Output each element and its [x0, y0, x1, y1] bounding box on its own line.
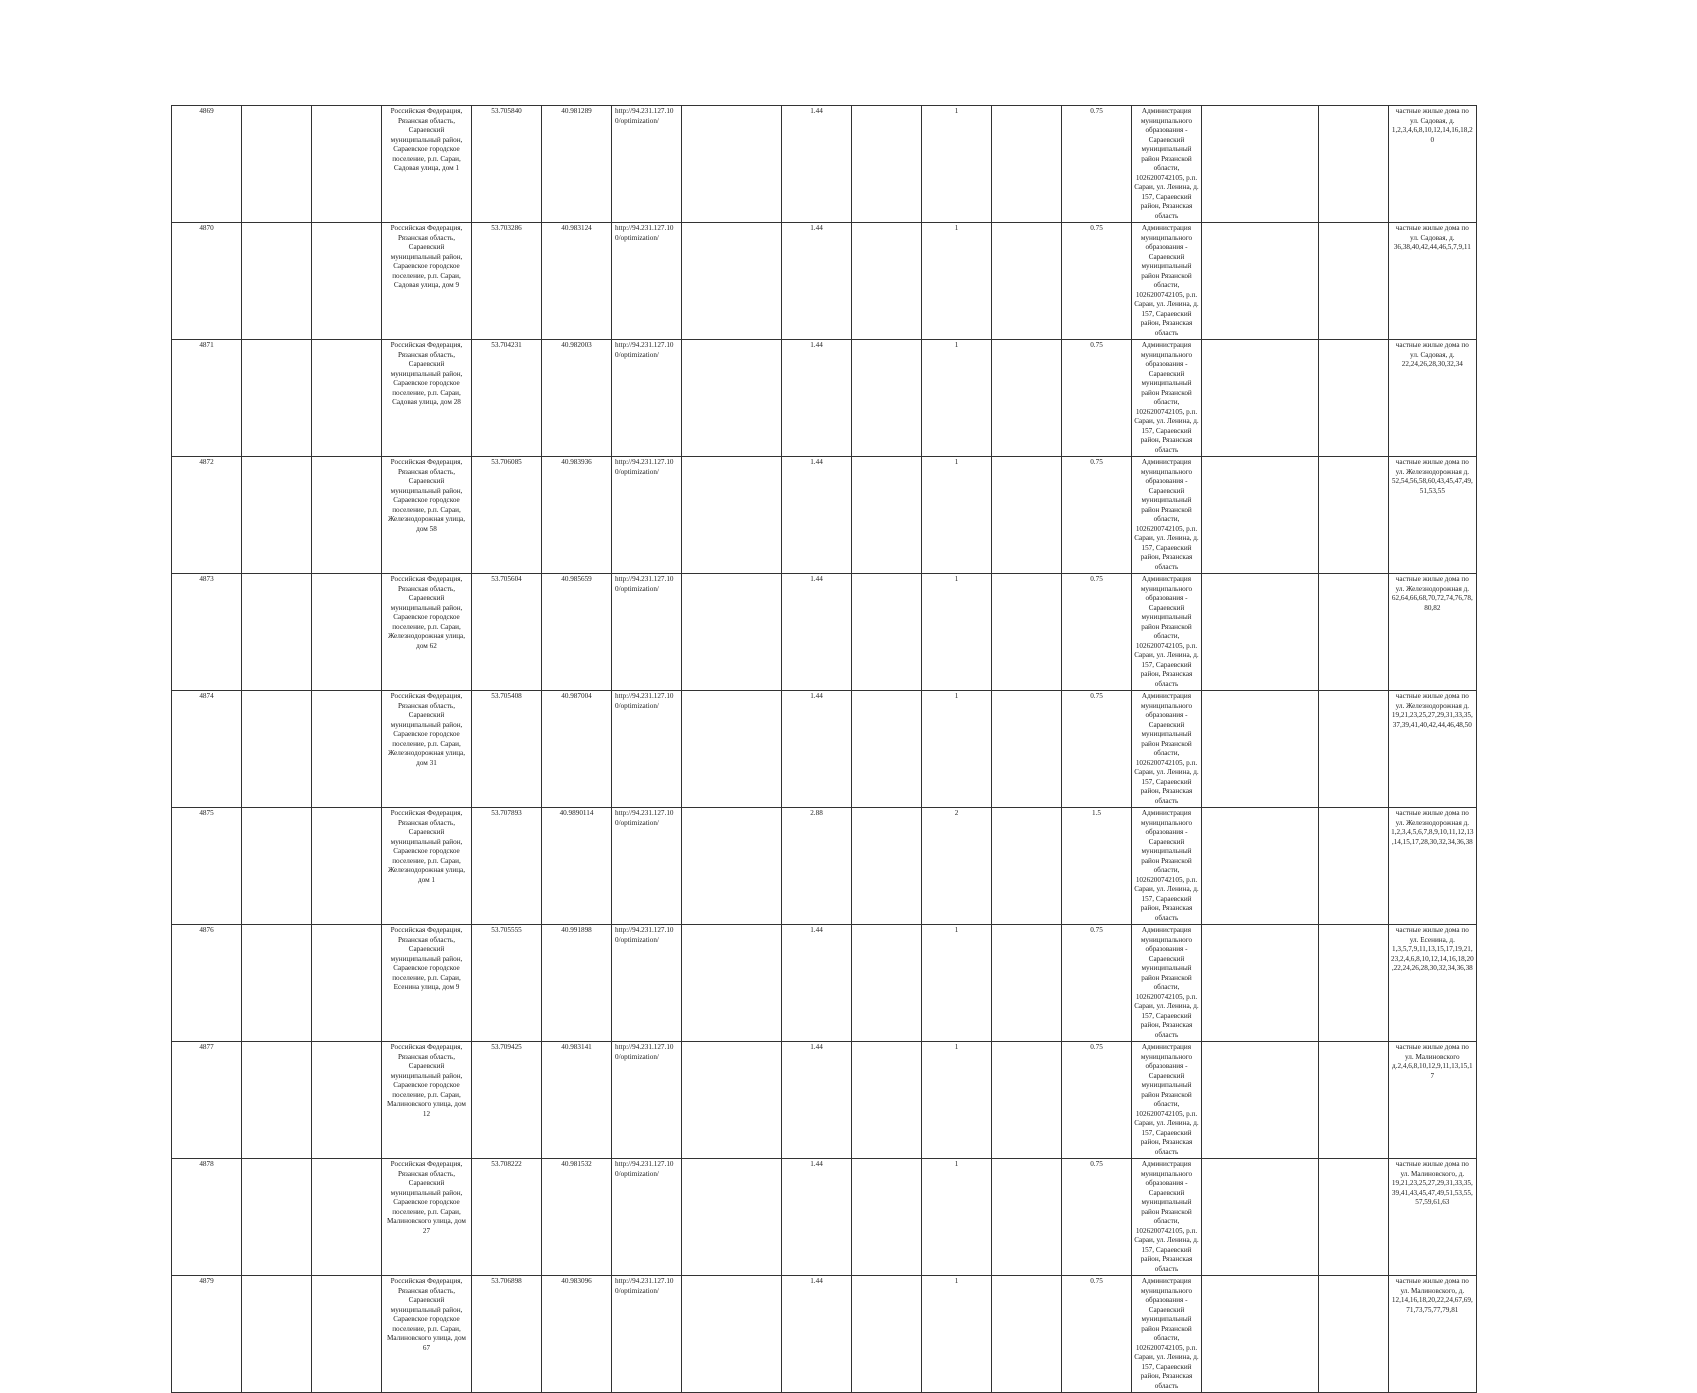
cell-latitude: 53.704231: [472, 340, 542, 457]
cell-empty: [852, 691, 922, 808]
cell-container-volume: 0.75: [1062, 925, 1132, 1042]
cell-empty: [992, 574, 1062, 691]
cell-empty: [852, 457, 922, 574]
cell-url: http://94.231.127.10 0/optimization/: [612, 1042, 682, 1159]
cell-address: Российская Федерация, Рязанская область, Сараевский муниципальный район, Сараевское городское поселение, р.п. Сараи, Железнодорожная улица, дом 58: [382, 457, 472, 574]
cell-latitude: 53.709425: [472, 1042, 542, 1159]
cell-empty: [852, 574, 922, 691]
cell-longitude: 40.983124: [542, 223, 612, 340]
cell-container-count: 1: [922, 106, 992, 223]
cell-empty: [1319, 457, 1389, 574]
cell-empty: [1202, 1276, 1319, 1393]
cell-latitude: 53.705604: [472, 574, 542, 691]
cell-empty: [852, 1042, 922, 1159]
cell-container-volume: 1.5: [1062, 808, 1132, 925]
cell-address: Российская Федерация, Рязанская область, Сараевский муниципальный район, Сараевское городское поселение, р.п. Сараи, Железнодорожная улица, дом 62: [382, 574, 472, 691]
table-row: [172, 574, 1574, 691]
cell-organization: Администрация муниципального образования - Сараевский муниципальный район Рязанской области, 1026200742105, р.п. Сараи, ул. Ленина, д. 157, Сараевский район, Рязанская область: [1132, 808, 1202, 925]
cell-empty: [312, 574, 382, 691]
cell-empty: [1319, 808, 1389, 925]
cell-record-id: 4872: [172, 457, 242, 574]
cell-empty: [1319, 340, 1389, 457]
cell-organization: Администрация муниципального образования - Сараевский муниципальный район Рязанской области, 1026200742105, р.п. Сараи, ул. Ленина, д. 157, Сараевский район, Рязанская область: [1132, 691, 1202, 808]
cell-empty: [242, 457, 312, 574]
cell-empty: [1319, 1276, 1389, 1393]
cell-empty: [852, 340, 922, 457]
cell-empty: [992, 925, 1062, 1042]
cell-organization: Администрация муниципального образования - Сараевский муниципальный район Рязанской области, 1026200742105, р.п. Сараи, ул. Ленина, д. 157, Сараевский район, Рязанская область: [1132, 925, 1202, 1042]
cell-container-volume: 0.75: [1062, 457, 1132, 574]
cell-area: 1.44: [782, 574, 852, 691]
cell-empty: [242, 106, 312, 223]
cell-empty: [1319, 223, 1389, 340]
cell-empty: [242, 808, 312, 925]
cell-record-id: 4878: [172, 1159, 242, 1276]
cell-organization: Администрация муниципального образования - Сараевский муниципальный район Рязанской области, 1026200742105, р.п. Сараи, ул. Ленина, д. 157, Сараевский район, Рязанская область: [1132, 457, 1202, 574]
cell-empty: [852, 223, 922, 340]
cell-longitude: 40.987004: [542, 691, 612, 808]
cell-longitude: 40.981532: [542, 1159, 612, 1276]
table-row: [172, 1159, 1574, 1276]
cell-longitude: 40.983141: [542, 1042, 612, 1159]
table-row: [172, 925, 1574, 1042]
cell-container-count: 1: [922, 340, 992, 457]
cell-empty: [992, 223, 1062, 340]
cell-organization: Администрация муниципального образования - Сараевский муниципальный район Рязанской области, 1026200742105, р.п. Сараи, ул. Ленина, д. 157, Сараевский район, Рязанская область: [1132, 340, 1202, 457]
cell-latitude: 53.707893: [472, 808, 542, 925]
cell-empty: [682, 808, 782, 925]
cell-empty: [312, 340, 382, 457]
table-row: [172, 223, 1574, 340]
cell-empty: [992, 1042, 1062, 1159]
cell-empty: [1202, 1159, 1319, 1276]
cell-empty: [242, 1276, 312, 1393]
cell-empty: [1319, 925, 1389, 1042]
cell-empty: [1202, 223, 1319, 340]
cell-empty: [1202, 925, 1319, 1042]
cell-empty: [242, 925, 312, 1042]
cell-latitude: 53.703286: [472, 223, 542, 340]
cell-record-id: 4876: [172, 925, 242, 1042]
cell-container-volume: 0.75: [1062, 1042, 1132, 1159]
cell-longitude: 40.9890114: [542, 808, 612, 925]
cell-empty: [1319, 691, 1389, 808]
cell-longitude: 40.985659: [542, 574, 612, 691]
cell-organization: Администрация муниципального образования - Сараевский муниципальный район Рязанской области, 1026200742105, р.п. Сараи, ул. Ленина, д. 157, Сараевский район, Рязанская область: [1132, 1159, 1202, 1276]
cell-empty: [992, 691, 1062, 808]
cell-empty: [992, 1159, 1062, 1276]
cell-organization: Администрация муниципального образования - Сараевский муниципальный район Рязанской области, 1026200742105, р.п. Сараи, ул. Ленина, д. 157, Сараевский район, Рязанская область: [1132, 1042, 1202, 1159]
cell-area: 2.88: [782, 808, 852, 925]
cell-empty: [312, 1276, 382, 1393]
cell-served-objects: частные жилые дома по ул. Садовая, д. 36,38,40,42,44,46,5,7,9,11: [1389, 223, 1477, 340]
cell-empty: [1202, 457, 1319, 574]
cell-area: 1.44: [782, 457, 852, 574]
table-row: [172, 1042, 1574, 1159]
cell-served-objects: частные жилые дома по ул. Железнодорожная д. 52,54,56,58,60,43,45,47,49, 51,53,55: [1389, 457, 1477, 574]
cell-longitude: 40.983936: [542, 457, 612, 574]
cell-record-id: 4869: [172, 106, 242, 223]
cell-empty: [1202, 808, 1319, 925]
cell-longitude: 40.981289: [542, 106, 612, 223]
cell-record-id: 4874: [172, 691, 242, 808]
cell-container-count: 1: [922, 574, 992, 691]
table-row: [172, 106, 1574, 223]
cell-served-objects: частные жилые дома по ул. Садовая, д. 22,24,26,28,30,32,34: [1389, 340, 1477, 457]
cell-empty: [992, 340, 1062, 457]
cell-container-volume: 0.75: [1062, 574, 1132, 691]
cell-area: 1.44: [782, 925, 852, 1042]
cell-address: Российская Федерация, Рязанская область, Сараевский муниципальный район, Сараевское городское поселение, р.п. Сараи, Железнодорожная улица, дом 1: [382, 808, 472, 925]
cell-container-count: 1: [922, 691, 992, 808]
cell-latitude: 53.705408: [472, 691, 542, 808]
cell-empty: [312, 1042, 382, 1159]
cell-empty: [1202, 574, 1319, 691]
cell-empty: [1319, 1042, 1389, 1159]
cell-latitude: 53.705840: [472, 106, 542, 223]
cell-address: Российская Федерация, Рязанская область, Сараевский муниципальный район, Сараевское городское поселение, р.п. Сараи, Садовая улица, дом 28: [382, 340, 472, 457]
cell-empty: [682, 1276, 782, 1393]
cell-latitude: 53.708222: [472, 1159, 542, 1276]
cell-url: http://94.231.127.10 0/optimization/: [612, 808, 682, 925]
cell-longitude: 40.991898: [542, 925, 612, 1042]
cell-served-objects: частные жилые дома по ул. Железнодорожная д. 62,64,66,68,70,72,74,76,78, 80,82: [1389, 574, 1477, 691]
cell-empty: [1319, 1159, 1389, 1276]
cell-url: http://94.231.127.10 0/optimization/: [612, 925, 682, 1042]
cell-container-volume: 0.75: [1062, 1159, 1132, 1276]
cell-container-count: 1: [922, 457, 992, 574]
cell-empty: [682, 925, 782, 1042]
cell-empty: [682, 340, 782, 457]
cell-empty: [312, 223, 382, 340]
cell-url: http://94.231.127.10 0/optimization/: [612, 1276, 682, 1393]
cell-empty: [682, 1042, 782, 1159]
cell-organization: Администрация муниципального образования - Сараевский муниципальный район Рязанской области, 1026200742105, р.п. Сараи, ул. Ленина, д. 157, Сараевский район, Рязанская область: [1132, 574, 1202, 691]
cell-container-volume: 0.75: [1062, 691, 1132, 808]
cell-latitude: 53.705555: [472, 925, 542, 1042]
cell-empty: [992, 106, 1062, 223]
cell-longitude: 40.983096: [542, 1276, 612, 1393]
cell-served-objects: частные жилые дома по ул. Железнодорожная д. 1,2,3,4,5,6,7,8,9,10,11,12,13 ,14,15,17,28,30,32,34,36,38: [1389, 808, 1477, 925]
cell-organization: Администрация муниципального образования - Сараевский муниципальный район Рязанской области, 1026200742105, р.п. Сараи, ул. Ленина, д. 157, Сараевский район, Рязанская область: [1132, 1276, 1202, 1393]
cell-empty: [242, 223, 312, 340]
cell-area: 1.44: [782, 1276, 852, 1393]
cell-container-count: 2: [922, 808, 992, 925]
table-row: [172, 691, 1574, 808]
cell-area: 1.44: [782, 106, 852, 223]
cell-latitude: 53.706085: [472, 457, 542, 574]
cell-empty: [682, 574, 782, 691]
cell-served-objects: частные жилые дома по ул. Есенина, д. 1,3,5,7,9,11,13,15,17,19,21, 23,2,4,6,8,10,12,14,16,18,20 ,22,24,26,28,30,32,34,36,38: [1389, 925, 1477, 1042]
registry-table-body: [172, 106, 1574, 1393]
cell-empty: [312, 925, 382, 1042]
cell-address: Российская Федерация, Рязанская область, Сараевский муниципальный район, Сараевское городское поселение, р.п. Сараи, Малиновского улица, дом 12: [382, 1042, 472, 1159]
cell-empty: [1202, 691, 1319, 808]
cell-container-count: 1: [922, 223, 992, 340]
cell-empty: [312, 457, 382, 574]
cell-container-volume: 0.75: [1062, 340, 1132, 457]
cell-empty: [992, 1276, 1062, 1393]
cell-address: Российская Федерация, Рязанская область, Сараевский муниципальный район, Сараевское городское поселение, р.п. Сараи, Малиновского улица, дом 27: [382, 1159, 472, 1276]
cell-area: 1.44: [782, 1042, 852, 1159]
cell-address: Российская Федерация, Рязанская область, Сараевский муниципальный район, Сараевское городское поселение, р.п. Сараи, Есенина улица, дом 9: [382, 925, 472, 1042]
cell-longitude: 40.982003: [542, 340, 612, 457]
cell-empty: [312, 106, 382, 223]
cell-container-count: 1: [922, 1276, 992, 1393]
cell-container-volume: 0.75: [1062, 106, 1132, 223]
cell-url: http://94.231.127.10 0/optimization/: [612, 1159, 682, 1276]
cell-empty: [852, 1276, 922, 1393]
cell-latitude: 53.706898: [472, 1276, 542, 1393]
cell-empty: [992, 808, 1062, 925]
cell-record-id: 4875: [172, 808, 242, 925]
cell-served-objects: частные жилые дома по ул. Садовая, д. 1,2,3,4,6,8,10,12,14,16,18,2 0: [1389, 106, 1477, 223]
cell-served-objects: частные жилые дома по ул. Малиновского, д. 19,21,23,25,27,29,31,33,35, 39,41,43,45,47,49,51,53,55, 57,59,61,63: [1389, 1159, 1477, 1276]
cell-empty: [682, 223, 782, 340]
cell-empty: [992, 457, 1062, 574]
cell-empty: [682, 106, 782, 223]
cell-address: Российская Федерация, Рязанская область, Сараевский муниципальный район, Сараевское городское поселение, р.п. Сараи, Садовая улица, дом 9: [382, 223, 472, 340]
cell-address: Российская Федерация, Рязанская область, Сараевский муниципальный район, Сараевское городское поселение, р.п. Сараи, Железнодорожная улица, дом 31: [382, 691, 472, 808]
cell-empty: [242, 340, 312, 457]
cell-container-volume: 0.75: [1062, 223, 1132, 340]
cell-url: http://94.231.127.10 0/optimization/: [612, 106, 682, 223]
cell-empty: [682, 691, 782, 808]
cell-url: http://94.231.127.10 0/optimization/: [612, 691, 682, 808]
table-row: [172, 808, 1574, 925]
cell-url: http://94.231.127.10 0/optimization/: [612, 223, 682, 340]
cell-empty: [1202, 340, 1319, 457]
cell-empty: [1202, 106, 1319, 223]
cell-container-count: 1: [922, 1042, 992, 1159]
cell-address: Российская Федерация, Рязанская область, Сараевский муниципальный район, Сараевское городское поселение, р.п. Сараи, Малиновского улица, дом 67: [382, 1276, 472, 1393]
cell-empty: [312, 1159, 382, 1276]
cell-empty: [682, 1159, 782, 1276]
cell-record-id: 4870: [172, 223, 242, 340]
cell-record-id: 4879: [172, 1276, 242, 1393]
cell-empty: [852, 808, 922, 925]
cell-area: 1.44: [782, 1159, 852, 1276]
cell-container-volume: 0.75: [1062, 1276, 1132, 1393]
cell-served-objects: частные жилые дома по ул. Малиновского, д. 12,14,16,18,20,22,24,67,69, 71,73,75,77,79,81: [1389, 1276, 1477, 1393]
cell-container-count: 1: [922, 1159, 992, 1276]
cell-served-objects: частные жилые дома по ул. Железнодорожная д. 19,21,23,25,27,29,31,33,35, 37,39,41,40,42,44,46,48,50: [1389, 691, 1477, 808]
cell-empty: [312, 691, 382, 808]
cell-empty: [242, 1159, 312, 1276]
cell-address: Российская Федерация, Рязанская область, Сараевский муниципальный район, Сараевское городское поселение, р.п. Сараи, Садовая улица, дом 1: [382, 106, 472, 223]
table-row: [172, 457, 1574, 574]
cell-record-id: 4871: [172, 340, 242, 457]
table-row: [172, 340, 1574, 457]
cell-served-objects: частные жилые дома по ул. Малиновского д.2,4,6,8,10,12,9,11,13,15,1 7: [1389, 1042, 1477, 1159]
cell-empty: [1319, 574, 1389, 691]
cell-organization: Администрация муниципального образования - Сараевский муниципальный район Рязанской области, 1026200742105, р.п. Сараи, ул. Ленина, д. 157, Сараевский район, Рязанская область: [1132, 223, 1202, 340]
cell-record-id: 4877: [172, 1042, 242, 1159]
cell-area: 1.44: [782, 223, 852, 340]
cell-container-count: 1: [922, 925, 992, 1042]
cell-empty: [852, 925, 922, 1042]
cell-empty: [242, 1042, 312, 1159]
cell-url: http://94.231.127.10 0/optimization/: [612, 457, 682, 574]
cell-empty: [1202, 1042, 1319, 1159]
cell-empty: [312, 808, 382, 925]
cell-empty: [242, 574, 312, 691]
cell-record-id: 4873: [172, 574, 242, 691]
cell-area: 1.44: [782, 340, 852, 457]
cell-empty: [1319, 106, 1389, 223]
cell-area: 1.44: [782, 691, 852, 808]
table-row: [172, 1276, 1574, 1393]
cell-empty: [242, 691, 312, 808]
cell-empty: [682, 457, 782, 574]
cell-empty: [852, 1159, 922, 1276]
cell-url: http://94.231.127.10 0/optimization/: [612, 340, 682, 457]
cell-organization: Администрация муниципального образования - Сараевский муниципальный район Рязанской области, 1026200742105, р.п. Сараи, ул. Ленина, д. 157, Сараевский район, Рязанская область: [1132, 106, 1202, 223]
cell-url: http://94.231.127.10 0/optimization/: [612, 574, 682, 691]
cell-empty: [852, 106, 922, 223]
